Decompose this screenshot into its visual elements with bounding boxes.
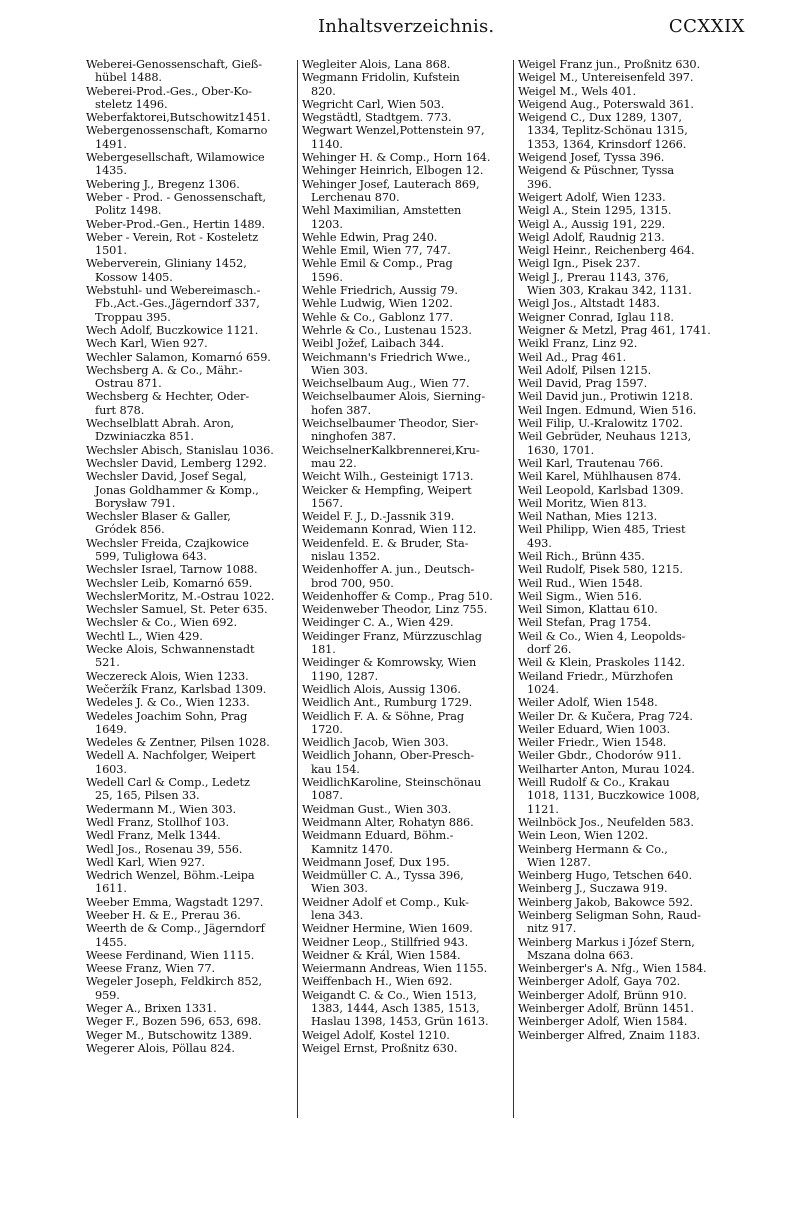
index-entry: Weigl Adolf, Raudnig 213. (518, 230, 665, 244)
index-entry: Wegeler Joseph, Feldkirch 852, 959. (86, 975, 263, 1002)
index-entry: Webergenossenschaft, Komarno 1491. (86, 124, 268, 151)
index-entry: Weiland Friedr., Mürzhofen 1024. (518, 669, 673, 696)
index-entry: Weberei-Prod.-Ges., Ober-Ko- steletz 1496. (86, 84, 252, 111)
index-entry: Weger M., Butschowitz 1389. (86, 1028, 252, 1042)
index-entry: Weilnböck Jos., Neufelden 583. (518, 815, 694, 829)
index-entry: Weidman Gust., Wien 303. (302, 802, 452, 816)
index-entry: Wechsler Abisch, Stanislau 1036. (86, 443, 274, 457)
index-entry: Wechsberg & Hechter, Oder- furt 878. (86, 390, 250, 417)
index-entry: Weidlich Johann, Ober-Presch- kau 154. (302, 749, 475, 776)
index-entry: Weichselbaum Aug., Wien 77. (302, 377, 470, 391)
index-entry: Weczereck Alois, Wien 1233. (86, 669, 249, 683)
index-entry: Weidlich F. A. & Söhne, Prag 1720. (302, 709, 465, 736)
index-entry: Weidlich Ant., Rumburg 1729. (302, 696, 473, 710)
index-entry: Wegstädtl, Stadtgem. 773. (302, 111, 452, 125)
index-entry: Weil Simon, Klattau 610. (518, 603, 658, 617)
index-entry: Weidmüller C. A., Tyssa 396, Wien 303. (302, 869, 464, 896)
index-entry: Weeber H. & E., Prerau 36. (86, 909, 241, 922)
index-entry: Weinberg Seligman Sohn, Raud- nitz 917. (518, 909, 701, 936)
index-entry: Weinberger's A. Nfg., Wien 1584. (518, 962, 707, 976)
index-entry: Weil David jun., Protiwin 1218. (518, 390, 693, 404)
index-entry: Weiler Dr. & Kučera, Prag 724. (518, 709, 693, 723)
index-entry: Weidenhoffer & Comp., Prag 510. (302, 589, 493, 603)
index-entry: Wečeržík Franz, Karlsbad 1309. (86, 682, 267, 696)
index-entry: Weichmann's Friedrich Wwe., Wien 303. (302, 350, 471, 377)
index-entry: Wedermann M., Wien 303. (86, 802, 237, 816)
index-entry: Weil Adolf, Pilsen 1215. (518, 363, 652, 377)
index-entry: Wedl Karl, Wien 927. (86, 855, 205, 869)
index-entry: Weigend & Püschner, Tyssa 396. (518, 164, 674, 191)
index-entry: Webergesellschaft, Wilamowice 1435. (86, 151, 265, 178)
index-entry: Weidner Hermine, Wien 1609. (302, 922, 473, 936)
index-entry: Weicker & Hempfing, Weipert 1567. (302, 483, 472, 510)
index-entry: Weiler Friedr., Wien 1548. (518, 736, 667, 750)
index-entry: Weil Rich., Brünn 435. (518, 549, 645, 563)
index-entry: Wedeles J. & Co., Wien 1233. (86, 696, 250, 710)
index-entry: Wegmann Fridolin, Kufstein 820. (302, 71, 460, 98)
index-entry: Weil Filip, U.-Kralowitz 1702. (518, 417, 683, 431)
index-entry: Weidenfeld. E. & Bruder, Sta- nislau 1352. (302, 536, 469, 563)
index-entry: Weigl A., Aussig 191, 229. (518, 217, 666, 231)
index-entry: Weil Philipp, Wien 485, Triest 493. (518, 523, 686, 550)
index-entry: Weiler Eduard, Wien 1003. (518, 722, 670, 736)
index-entry: Weil Karel, Mühlhausen 874. (518, 470, 682, 484)
index-entry: Wegricht Carl, Wien 503. (302, 97, 445, 111)
index-entry: Wechsler & Co., Wien 692. (86, 616, 237, 630)
index-entry: Weinberger Adolf, Gaya 702. (518, 975, 681, 989)
index-entry: Weil Leopold, Karlsbad 1309. (518, 483, 684, 497)
index-entry: Weil Rudolf, Pisek 580, 1215. (518, 563, 683, 577)
index-entry: Weinberger Adolf, Brünn 1451. (518, 1002, 694, 1016)
index-entry: WechslerMoritz, M.-Ostrau 1022. (86, 589, 275, 603)
index-column-3 (518, 58, 730, 1188)
index-entry: Weberei-Genossenschaft, Gieß- hübel 1488. (86, 58, 262, 85)
index-entry: Weil Sigm., Wien 516. (518, 589, 642, 603)
index-entry: Weinberg Markus i Józef Stern, Mszana dolna 663. (518, 935, 695, 962)
index-entry: Weil Ad., Prag 461. (518, 350, 627, 364)
index-entry: Weberfaktorei,Butschowitz1451. (86, 111, 271, 125)
index-entry: Weikl Franz, Linz 92. (518, 337, 638, 351)
index-entry: Wehle Edwin, Prag 240. (302, 230, 438, 244)
index-entry: Weigend C., Dux 1289, 1307, 1334, Teplitz-Schönau 1315, 1353, 1364, Krinsdorf 1266. (518, 111, 688, 151)
index-entry: Weinberg J., Suczawa 919. (518, 882, 668, 896)
index-entry: Weichselbaumer Theodor, Sier- ninghofen 387. (302, 417, 479, 444)
index-entry: Wehrle & Co., Lustenau 1523. (302, 323, 472, 337)
index-entry: Weigl Ign., Pisek 237. (518, 257, 641, 271)
page-number: CCXXIX (668, 16, 745, 37)
index-entry: Weicht Wilh., Gesteinigt 1713. (302, 470, 474, 484)
index-entry: Weigl A., Stein 1295, 1315. (518, 204, 672, 218)
index-entry: Wechsler Israel, Tarnow 1088. (86, 563, 258, 577)
index-entry: Weidinger Franz, Mürzzuschlag 181. (302, 629, 482, 657)
index-entry: Weigel M., Wels 401. (518, 84, 636, 98)
index-entry: Wedeles & Zentner, Pilsen 1028. (86, 736, 270, 750)
page-header (0, 8, 803, 44)
index-entry: Weigel Adolf, Kostel 1210. (302, 1028, 450, 1042)
column-divider (513, 60, 514, 1118)
index-entry: Wecke Alois, Schwannenstadt 521. (86, 643, 255, 670)
index-entry: Weiler Adolf, Wien 1548. (518, 696, 658, 710)
index-entry: Weinberg Hermann & Co., Wien 1287. (518, 842, 668, 869)
index-entry: Wehl Maximilian, Amstetten 1203. (302, 204, 462, 231)
index-entry: Weberverein, Gliniany 1452, Kossow 1405. (86, 257, 247, 284)
index-entry: Weigel Ernst, Proßnitz 630. (302, 1041, 458, 1055)
index-entry: Weinberger Adolf, Brünn 910. (518, 988, 687, 1002)
index-entry: Weil Stefan, Prag 1754. (518, 616, 652, 630)
index-entry: Weigl Heinr., Reichenberg 464. (518, 244, 695, 258)
index-entry: Weigl J., Prerau 1143, 376, Wien 303, Krakau 342, 1131. (518, 270, 692, 298)
index-entry: Weerth de & Comp., Jägerndorf 1455. (86, 922, 265, 949)
index-entry: Weil Karl, Trautenau 766. (518, 456, 664, 470)
index-entry: Wechsler Blaser & Galler, Gródek 856. (86, 510, 231, 537)
index-entry: Wehle Friedrich, Aussig 79. (302, 284, 458, 298)
index-entry: Wegleiter Alois, Lana 868. (302, 58, 451, 71)
index-entry: Weigel M., Untereisenfeld 397. (518, 71, 694, 85)
index-entry: Weil Moritz, Wien 813. (518, 496, 647, 510)
index-entry: Weil Gebrüder, Neuhaus 1213, 1630, 1701. (518, 430, 692, 457)
index-entry: Weidner & Král, Wien 1584. (302, 948, 461, 962)
index-entry: Wedell Carl & Comp., Ledetz 25, 165, Pilsen 33. (86, 776, 250, 803)
index-entry: Weidemann Konrad, Wien 112. (302, 523, 477, 537)
index-entry: Wehle Emil & Comp., Prag 1596. (302, 257, 453, 284)
index-entry: Weigner Conrad, Iglau 118. (518, 310, 674, 324)
index-entry: Weidmann Eduard, Böhm.- Kamnitz 1470. (302, 829, 454, 856)
index-entry: Wedl Franz, Stollhof 103. (86, 815, 230, 829)
index-entry: Weil Rud., Wien 1548. (518, 576, 643, 590)
index-entry: Wein Leon, Wien 1202. (518, 829, 649, 843)
index-entry: Wedeles Joachim Sohn, Prag 1649. (86, 709, 248, 736)
index-entry: Wehinger H. & Comp., Horn 164. (302, 151, 491, 165)
index-entry: Weese Ferdinand, Wien 1115. (86, 948, 255, 962)
index-entry: Weil Ingen. Edmund, Wien 516. (518, 403, 697, 417)
index-entry: Wechsler David, Lemberg 1292. (86, 456, 267, 470)
index-entry: Weigert Adolf, Wien 1233. (518, 190, 666, 204)
index-entry: Weger A., Brixen 1331. (86, 1002, 217, 1016)
index-entry: Weill Rudolf & Co., Krakau 1018, 1131, Buczkowice 1008, 1121. (518, 776, 700, 816)
index-entry: Weigandt C. & Co., Wien 1513, 1383, 1444, Asch 1385, 1513, Haslau 1398, 1453, Grün 1613. (302, 988, 489, 1029)
index-entry: Weinberg Jakob, Bakowce 592. (518, 895, 694, 909)
index-entry: WeidlichKaroline, Steinschönau 1087. (302, 776, 482, 803)
index-entry: Weibl Jožef, Laibach 344. (302, 337, 445, 351)
index-entry: Weidel F. J., D.-Jassnik 319. (302, 510, 455, 524)
index-entry: Weil & Co., Wien 4, Leopolds- dorf 26. (518, 629, 686, 657)
index-entry: Weidner Leop., Stillfried 943. (302, 935, 469, 949)
index-entry: Weeber Emma, Wagstadt 1297. (86, 895, 264, 909)
index-entry: Weidmann Josef, Dux 195. (302, 855, 450, 869)
index-entry: Weiffenbach H., Wien 692. (302, 975, 453, 989)
index-entry: Wehle Ludwig, Wien 1202. (302, 297, 453, 311)
index-entry: Weigend Aug., Poterswald 361. (518, 97, 694, 111)
index-entry: Weichselbaumer Alois, Sierning- hofen 387. (302, 390, 486, 417)
index-entry: Weese Franz, Wien 77. (86, 962, 215, 976)
index-column-1 (86, 58, 294, 1188)
index-entry: Wedell A. Nachfolger, Weipert 1603. (86, 749, 256, 776)
index-entry: Wedl Jos., Rosenau 39, 556. (86, 842, 243, 856)
index-entry: Weidlich Jacob, Wien 303. (302, 736, 449, 750)
index-entry: Weigend Josef, Tyssa 396. (518, 151, 665, 165)
index-entry: WeichselnerKalkbrennerei,Kru- mau 22. (302, 443, 480, 470)
index-entry: Weidenhoffer A. jun., Deutsch- brod 700, 950. (302, 563, 475, 590)
page-title: Inhaltsverzeichnis. (318, 16, 495, 37)
index-entry: Weigner & Metzl, Prag 461, 1741. (518, 323, 711, 337)
index-entry: Wegerer Alois, Pöllau 824. (86, 1041, 235, 1055)
index-entry: Wedrich Wenzel, Böhm.-Leipa 1611. (86, 869, 255, 896)
index-entry: Weil & Klein, Praskoles 1142. (518, 656, 685, 670)
index-entry: Wechsler David, Josef Segal, Jonas Goldhammer & Komp., Borysław 791. (86, 470, 259, 510)
index-entry: Weber-Prod.-Gen., Hertin 1489. (86, 217, 266, 231)
index-entry: Wehinger Heinrich, Elbogen 12. (302, 164, 484, 178)
index-entry: Wech Karl, Wien 927. (86, 337, 208, 351)
index-entry: Wehinger Josef, Lauterach 869, Lerchenau 870. (302, 177, 480, 204)
index-entry: Webstuhl- und Webereimasch.- Fb.,Act.-Ges.,Jägerndorf 337, Troppau 395. (86, 284, 261, 324)
index-entry: Wechtl L., Wien 429. (86, 629, 203, 643)
index-entry: Webering J., Bregenz 1306. (86, 177, 240, 191)
index-entry: Weidner Adolf et Comp., Kuk- lena 343. (302, 895, 469, 922)
index-entry: Wechsler Leib, Komarnó 659. (86, 576, 253, 590)
index-entry: Weber - Prod. - Genossenschaft, Politz 1498. (86, 190, 267, 218)
index-entry: Wehle & Co., Gablonz 177. (302, 310, 454, 324)
index-entry: Wechsberg A. & Co., Mähr.- Ostrau 871. (86, 363, 243, 391)
index-entry: Weber - Verein, Rot - Kosteletz 1501. (86, 230, 259, 258)
index-entry: Wegwart Wenzel,Pottenstein 97, 1140. (302, 124, 485, 151)
index-entry: Weidmann Alter, Rohatyn 886. (302, 815, 474, 829)
index-entry: Weinberger Adolf, Wien 1584. (518, 1015, 688, 1029)
index-entry: Weinberg Hugo, Tetschen 640. (518, 869, 692, 883)
index-entry: Weiler Gbdr., Chodorów 911. (518, 749, 682, 763)
index-entry: Wechsler Samuel, St. Peter 635. (86, 603, 268, 617)
index-entry: Weigl Jos., Altstadt 1483. (518, 297, 660, 311)
index-entry: Wehle Emil, Wien 77, 747. (302, 244, 451, 258)
index-entry: Weil Nathan, Mies 1213. (518, 510, 658, 524)
index-entry: Weil David, Prag 1597. (518, 377, 648, 391)
column-divider (297, 60, 298, 1118)
index-entry: Wech Adolf, Buczkowice 1121. (86, 323, 259, 337)
index-entry: Weidinger C. A., Wien 429. (302, 616, 454, 630)
index-entry: Weinberger Alfred, Znaim 1183. (518, 1028, 701, 1042)
index-column-2 (302, 58, 510, 1188)
index-entry: Wechselblatt Abrah. Aron, Dzwiniaczka 851. (86, 417, 235, 444)
index-entry: Weger F., Bozen 596, 653, 698. (86, 1015, 262, 1029)
index-entry: Weigel Franz jun., Proßnitz 630. (518, 58, 701, 71)
index-entry: Weiermann Andreas, Wien 1155. (302, 962, 488, 976)
index-entry: Wedl Franz, Melk 1344. (86, 829, 221, 843)
index-entry: Weidenweber Theodor, Linz 755. (302, 603, 488, 617)
index-entry: Weidlich Alois, Aussig 1306. (302, 682, 461, 696)
index-entry: Weidinger & Komrowsky, Wien 1190, 1287. (302, 656, 477, 683)
index-entry: Wechler Salamon, Komarnó 659. (86, 350, 271, 364)
index-entry: Weilharter Anton, Murau 1024. (518, 762, 695, 776)
index-entry: Wechsler Freida, Czajkowice 599, Tuligłowa 643. (86, 536, 249, 563)
